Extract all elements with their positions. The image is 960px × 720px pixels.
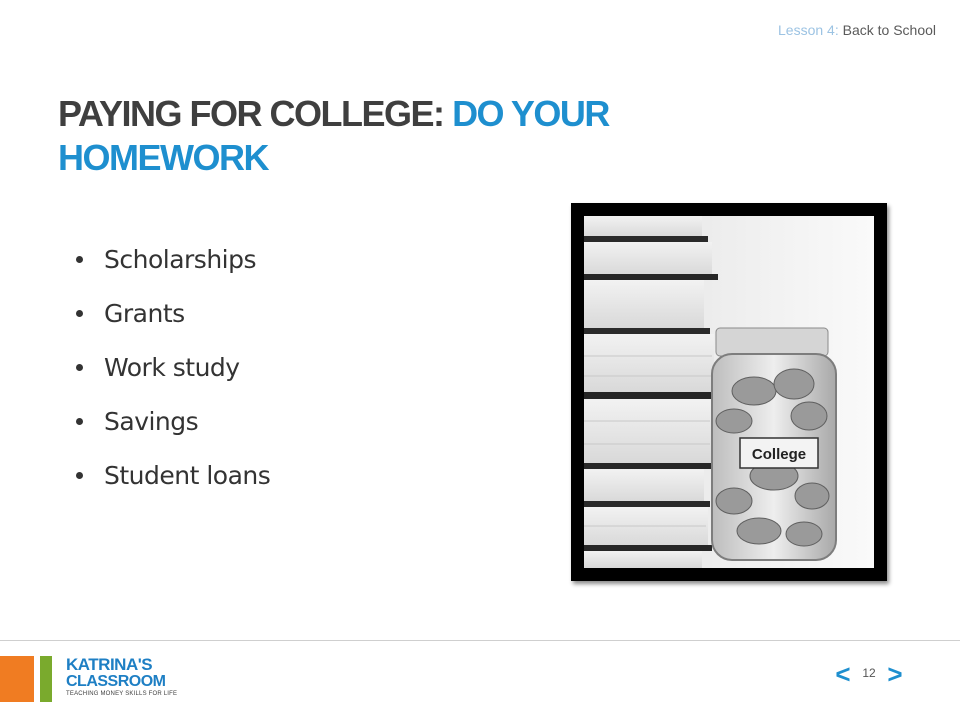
logo-line-1: KATRINA'S xyxy=(66,655,153,674)
footer-divider xyxy=(0,640,960,641)
footer-green-bar xyxy=(40,656,52,702)
page-number: 12 xyxy=(862,666,876,680)
footer-orange-bar xyxy=(0,656,34,702)
lesson-label xyxy=(778,22,936,38)
bullet-item: Scholarships xyxy=(72,238,270,292)
katrinas-classroom-logo xyxy=(66,656,206,699)
chevron-left-icon[interactable]: < xyxy=(835,659,851,689)
bullet-list xyxy=(72,238,270,508)
bullet-item: Grants xyxy=(72,292,270,346)
jar-label: College xyxy=(751,446,807,463)
chevron-right-icon[interactable]: > xyxy=(887,659,903,689)
logo-tagline: TEACHING MONEY SKILLS FOR LIFE xyxy=(66,691,178,697)
photo-frame xyxy=(571,203,887,581)
title-accent: DO YOUR HOMEWORK xyxy=(58,93,609,178)
bullet-item: Work study xyxy=(72,346,270,400)
lesson-name: Back to School xyxy=(842,22,936,38)
bullet-item: Savings xyxy=(72,400,270,454)
title-main: PAYING FOR COLLEGE: xyxy=(58,93,444,134)
books-and-coin-jar-photo xyxy=(584,216,874,568)
lesson-number: Lesson 4: xyxy=(778,22,839,38)
slide-title xyxy=(58,92,758,180)
logo-line-2: CLASSROOM xyxy=(66,673,166,690)
coin-jar xyxy=(712,328,836,560)
bullet-item: Student loans xyxy=(72,454,270,508)
book-stack xyxy=(584,216,720,568)
